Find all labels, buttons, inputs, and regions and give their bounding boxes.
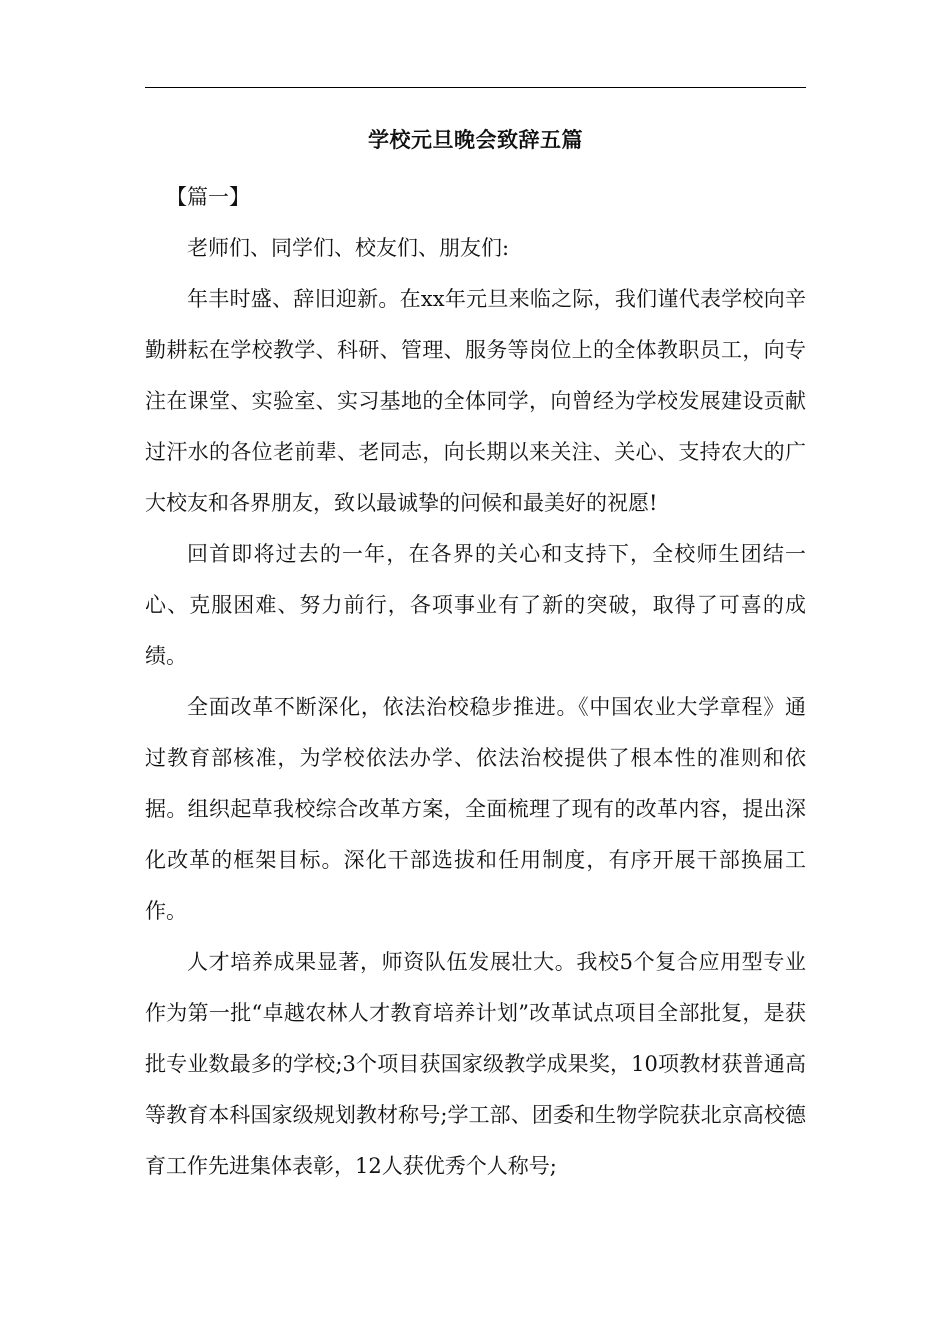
document-title: 学校元旦晚会致辞五篇 xyxy=(368,127,583,152)
paragraph: 回首即将过去的一年，在各界的关心和支持下，全校师生团结一心、克服困难、努力前行，各项事业有了新的突破，取得了可喜的成绩。 xyxy=(145,542,806,668)
paragraph: 人才培养成果显著，师资队伍发展壮大。我校5个复合应用型专业作为第一批“卓越农林人才教育培养计划”改革试点项目全部批复，是获批专业数最多的学校;3个项目获国家级教学成果奖，10项教材获普通高等教育本科国家级规划教材称号;学工部、团委和生物学院获北京高校德育工作先进集体表彰，12人获优秀个人称号; xyxy=(145,950,806,1178)
document-body xyxy=(145,172,806,1192)
paragraph: 年丰时盛、辞旧迎新。在xx年元旦来临之际，我们谨代表学校向辛勤耕耘在学校教学、科研、管理、服务等岗位上的全体教职员工，向专注在课堂、实验室、实习基地的全体同学，向曾经为学校发展建设贡献过汗水的各位老前辈、老同志，向长期以来关注、关心、支持农大的广大校友和各界朋友，致以最诚挚的问候和最美好的祝愿! xyxy=(145,287,806,515)
header-rule xyxy=(145,87,806,88)
section-label: 【篇一】 xyxy=(166,185,250,209)
paragraph: 全面改革不断深化，依法治校稳步推进。《中国农业大学章程》通过教育部核准，为学校依法办学、依法治校提供了根本性的准则和依据。组织起草我校综合改革方案，全面梳理了现有的改革内容，提出深化改革的框架目标。深化干部选拔和任用制度，有序开展干部换届工作。 xyxy=(145,695,806,923)
salutation: 老师们、同学们、校友们、朋友们: xyxy=(187,236,510,260)
